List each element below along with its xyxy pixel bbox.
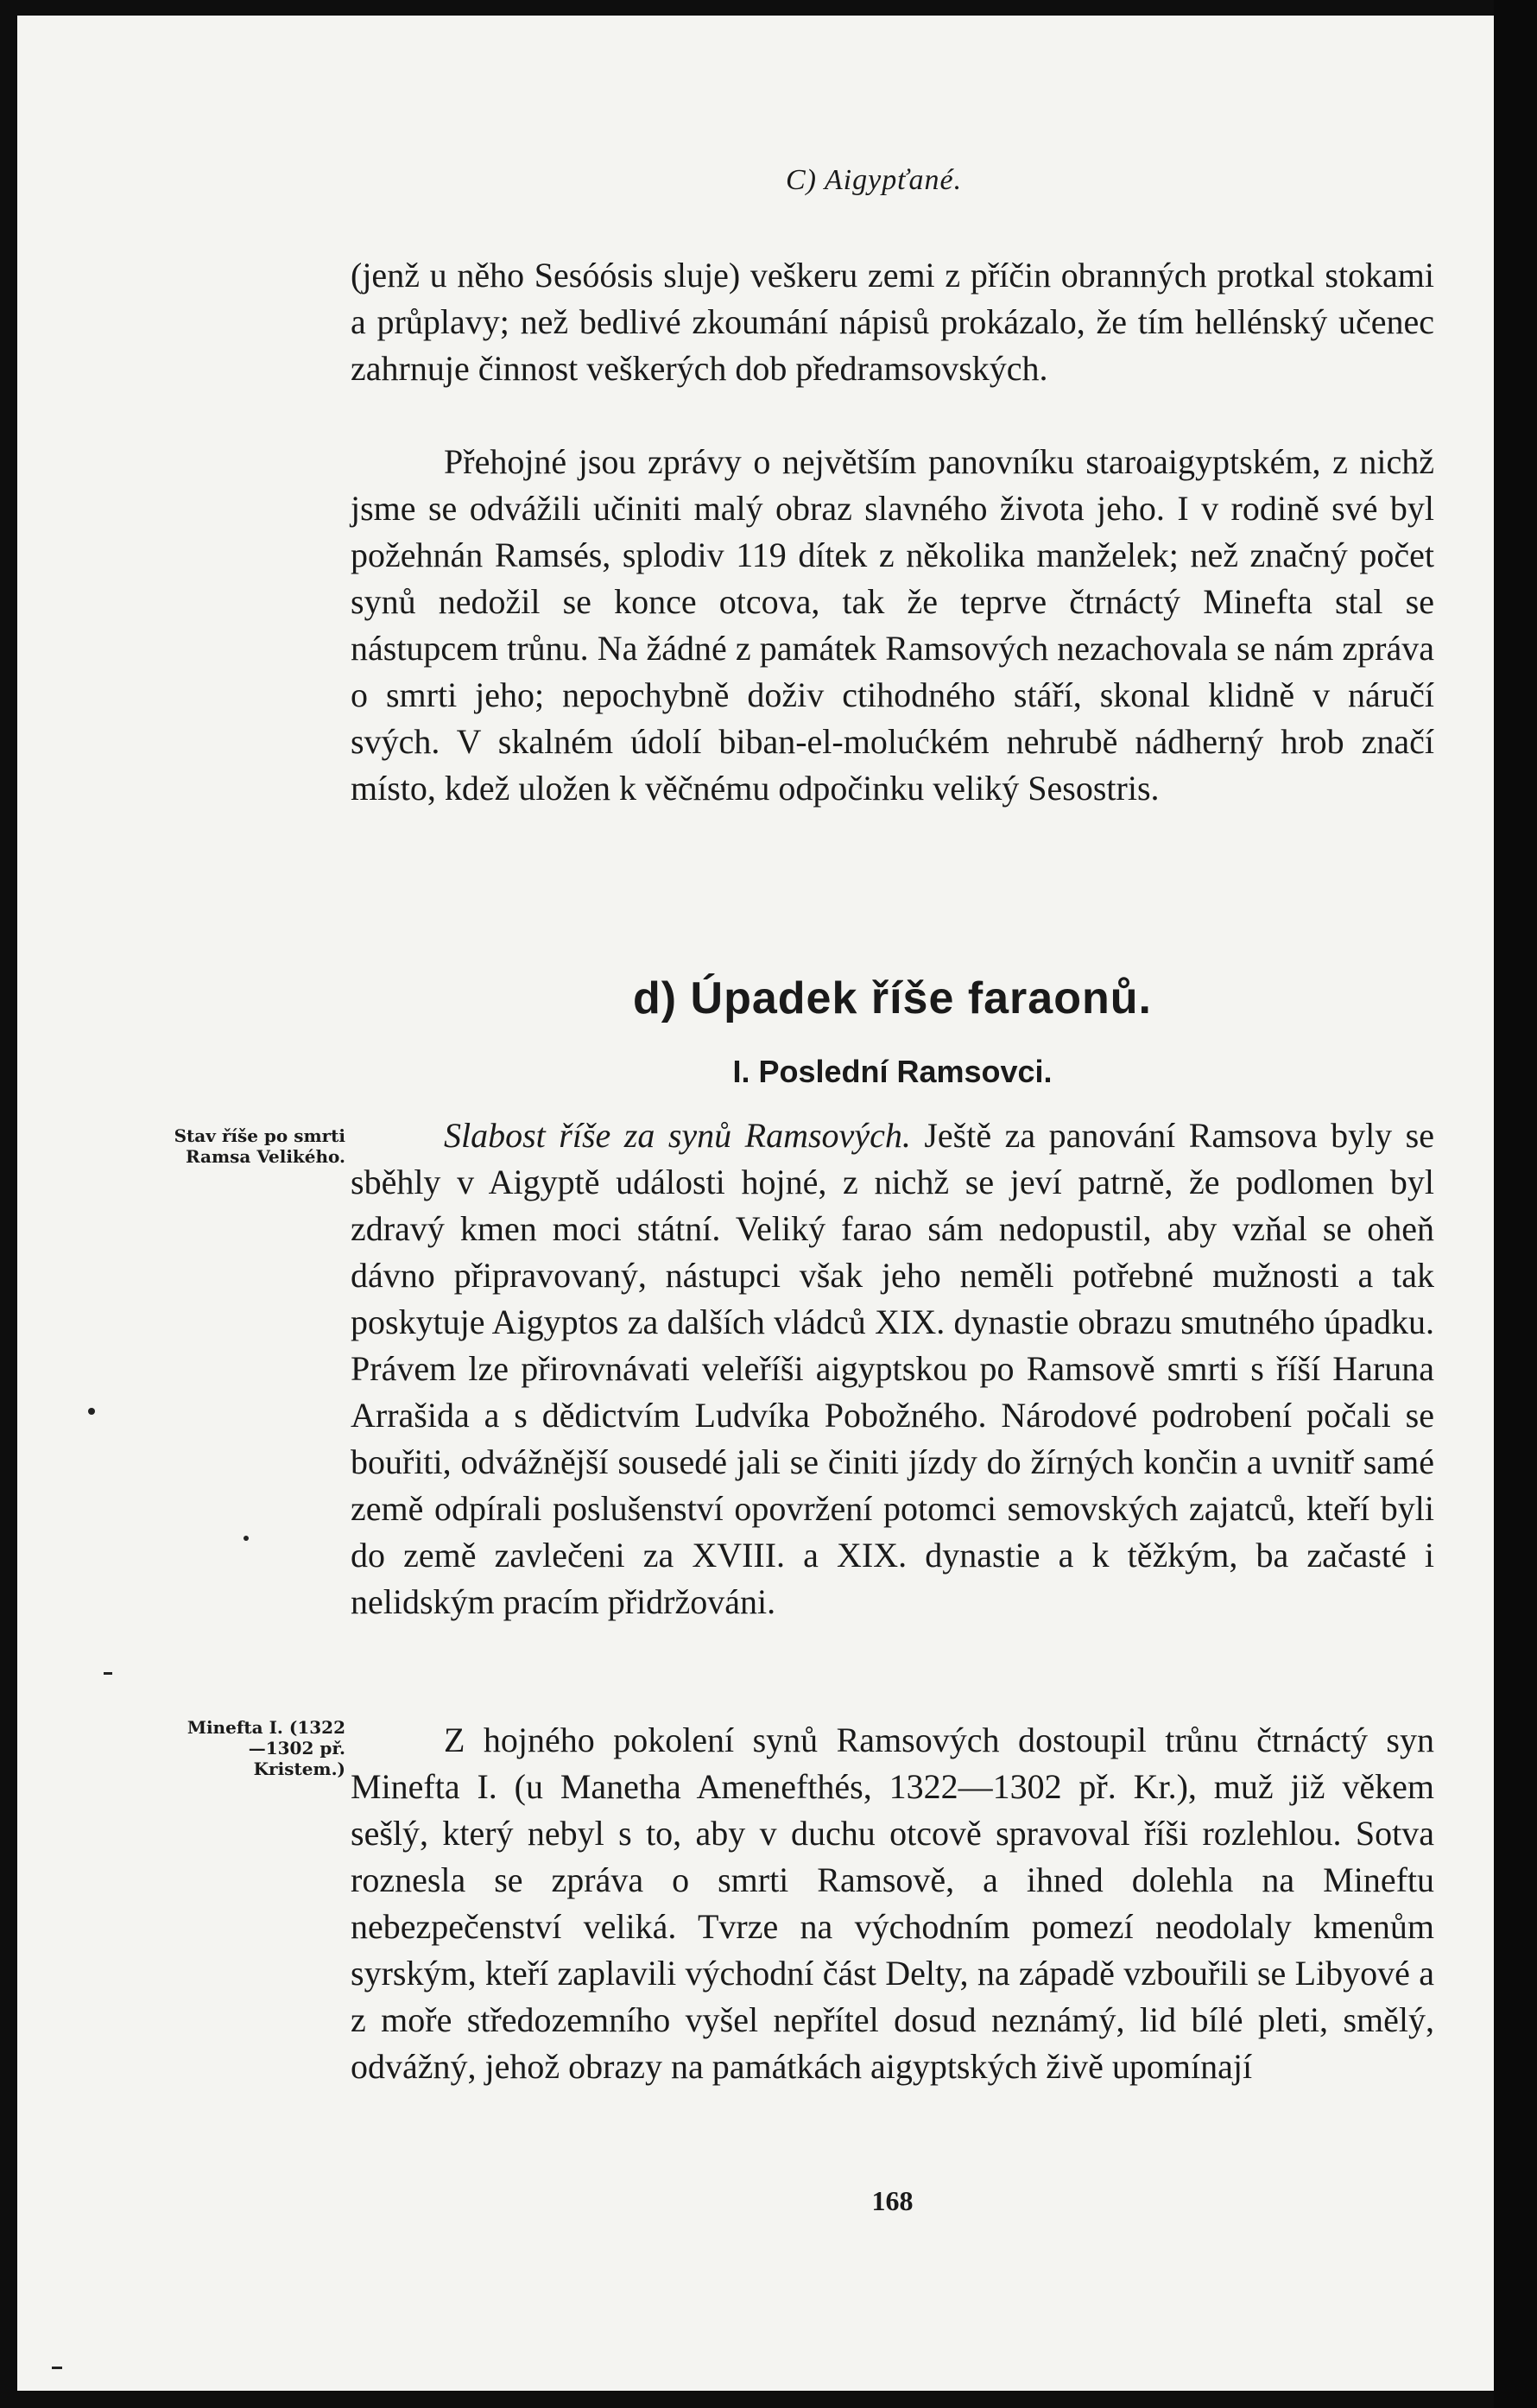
scan-speck [52,2367,62,2369]
paragraph-2: Přehojné jsou zprávy o největším panovníku staroaigyptském, z nichž jsme se odvážili učiniti malý obraz slavného života jeho. I v rodině své byl požehnán Ramsés, splodiv 119 dítek z několika manželek; než značný počet synů nedožil se konce otcova, tak že teprve čtrnáctý Minefta stal se nástupcem trůnu. Na žádné z památek Ramsových nezachovala se nám zpráva o smrti jeho; nepochybně doživ ctihodného stáří, skonal klidně v náručí svých. V skalném údolí biban-el-molućkém nehrubě nádherný hrob značí místo, kdež uložen k věčnému odpočinku veliký Sesostris. [351,442,1434,808]
book-page [17,16,1494,2391]
scan-edge [1494,0,1537,2408]
running-head: C) Aigypťané. [786,164,963,196]
section-heading: d) Úpadek říše faraonů. [633,973,1152,1023]
paragraph-3-lead: Slabost říše za synů Ramsových. [444,1116,911,1155]
margin-note-state-of-empire: Stav říše po smrti Ramsa Velikého. [174,1125,345,1167]
scan-speck [88,1408,95,1415]
paragraph-3-body: Ještě za panování Ramsova byly se sběhly v Aigyptě události hojné, z nichž se jeví patrně, že podlomen byl zdravý kmen moci státní. Veliký farao sám nedopustil, aby vzňal se oheň dávno připravovaný, nástupci však jeho neměli potřebné mužnosti a tak poskytuje Aigyptos za dalších vládců XIX. dynastie obrazu smutného úpadku. Právem lze přirovnávati veleříši aigyptskou po Ramsově smrti s říší Haruna Arrašida a s dědictvím Ludvíka Pobožného. Národové podrobení počali se bouřiti, odvážnější sousedé jali se činiti jízdy do žírných končin a uvnitř samé země odpírali poslušenství opovržení potomci semovských zajatců, kteří byli do země zavlečeni za XVIII. a XIX. dynastie a k těžkým, ba začasté i nelidským pracím přidržováni. [351,1116,1435,1621]
scan-speck [244,1536,249,1541]
paragraph-1: (jenž u něho Sesóósis sluje) veškeru zemi z příčin obranných protkal stokami a průplavy; než bedlivé zkoumání nápisů prokázalo, že tím hellénský učenec zahrnuje činnost veškerých dob předramsovských. [351,256,1434,388]
subsection-heading: I. Poslední Ramsovci. [732,1054,1053,1089]
scan-speck [104,1672,112,1675]
paragraph-3 [351,1112,1434,1625]
page-number: 168 [871,2185,914,2216]
margin-note-minefta: Minefta I. (1322—1302 př. Kristem.) [187,1717,345,1779]
paragraph-4: Z hojného pokolení synů Ramsových dostoupil trůnu čtrnáctý syn Minefta I. (u Manetha Amenefthés, 1322—1302 př. Kr.), muž již věkem sešlý, který nebyl s to, aby v duchu otcově spravoval říši rozlehlou. Sotva roznesla se zpráva o smrti Ramsově, a ihned dolehla na Mineftu nebezpečenství veliká. Tvrze na východním pomezí neodolaly kmenům syrským, kteří zaplavili východní část Delty, na západě vzbouřili se Libyové a z moře středozemního vyšel nepřítel dosud neznámý, lid bílé pleti, smělý, odvážný, jehož obrazy na památkách aigyptských živě upomínají [351,1720,1434,2086]
